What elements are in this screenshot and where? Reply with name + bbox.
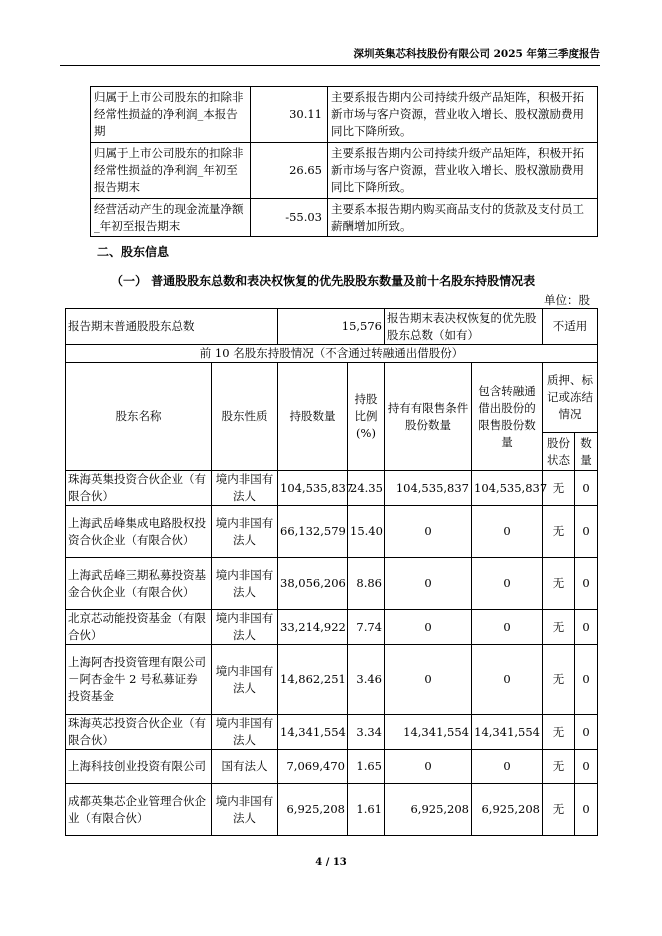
shareholder-name: 珠海英芯投资合伙企业（有限合伙） bbox=[66, 715, 212, 750]
pledge-status: 无 bbox=[543, 750, 575, 784]
pledge-qty: 0 bbox=[575, 784, 598, 836]
restricted-shares: 0 bbox=[385, 610, 472, 645]
restricted-lent-shares: 0 bbox=[472, 645, 543, 715]
pledge-qty: 0 bbox=[575, 645, 598, 715]
total-label: 报告期末普通股股东总数 bbox=[66, 309, 278, 345]
shares-held: 104,535,837 bbox=[278, 471, 348, 506]
item-cell: 归属于上市公司股东的扣除非经常性损益的净利润_年初至报告期末 bbox=[91, 143, 251, 199]
reason-cell: 主要系报告期内公司持续升级产品矩阵，积极开拓新市场与客户资源，营业收入增长、股权激励费用同比下降所致。 bbox=[328, 143, 598, 199]
shares-held: 66,132,579 bbox=[278, 506, 348, 558]
pref-label: 报告期末表决权恢复的优先股股东总数（如有） bbox=[385, 309, 543, 345]
shareholder-name: 珠海英集投资合伙企业（有限合伙） bbox=[66, 471, 212, 506]
header-restricted: 持有有限售条件股份数量 bbox=[385, 363, 472, 471]
restricted-lent-shares: 14,341,554 bbox=[472, 715, 543, 750]
pledge-qty: 0 bbox=[575, 558, 598, 610]
shareholder-name: 上海科技创业投资有限公司 bbox=[66, 750, 212, 784]
pledge-status: 无 bbox=[543, 645, 575, 715]
table-row bbox=[91, 199, 598, 237]
shareholder-nature: 境内非国有法人 bbox=[212, 506, 278, 558]
header-pledge-status: 股份状态 bbox=[543, 433, 575, 471]
unit-label: 单位：股 bbox=[544, 293, 590, 307]
value-cell: 26.65 bbox=[251, 143, 328, 199]
header-shares: 持股数量 bbox=[278, 363, 348, 471]
share-ratio: 7.74 bbox=[348, 610, 385, 645]
table-row bbox=[66, 645, 598, 715]
header-ratio: 持股比例(%) bbox=[348, 363, 385, 471]
pref-value: 不适用 bbox=[543, 309, 598, 345]
share-ratio: 1.61 bbox=[348, 784, 385, 836]
header-pledge: 质押、标记或冻结情况 bbox=[543, 363, 598, 433]
pledge-qty: 0 bbox=[575, 610, 598, 645]
pledge-qty: 0 bbox=[575, 715, 598, 750]
restricted-shares: 0 bbox=[385, 645, 472, 715]
table-row bbox=[66, 506, 598, 558]
header-name: 股东名称 bbox=[66, 363, 212, 471]
shareholder-name: 成都英集芯企业管理合伙企业（有限合伙） bbox=[66, 784, 212, 836]
shares-held: 6,925,208 bbox=[278, 784, 348, 836]
shares-held: 38,056,206 bbox=[278, 558, 348, 610]
caption-row bbox=[66, 345, 598, 363]
total-value: 15,576 bbox=[278, 309, 385, 345]
header-pledge-qty: 数量 bbox=[575, 433, 598, 471]
restricted-lent-shares: 0 bbox=[472, 750, 543, 784]
reason-cell: 主要系报告期内公司持续升级产品矩阵，积极开拓新市场与客户资源，营业收入增长、股权激励费用同比下降所致。 bbox=[328, 87, 598, 143]
value-cell: 30.11 bbox=[251, 87, 328, 143]
share-ratio: 15.40 bbox=[348, 506, 385, 558]
shares-held: 14,341,554 bbox=[278, 715, 348, 750]
header-restricted-lent: 包含转融通借出股份的限售股份数量 bbox=[472, 363, 543, 471]
share-ratio: 3.46 bbox=[348, 645, 385, 715]
pledge-qty: 0 bbox=[575, 471, 598, 506]
section-title: 二、股东信息 bbox=[97, 245, 170, 259]
table-row bbox=[91, 143, 598, 199]
pledge-status: 无 bbox=[543, 471, 575, 506]
share-ratio: 8.86 bbox=[348, 558, 385, 610]
restricted-shares: 0 bbox=[385, 506, 472, 558]
shares-held: 14,862,251 bbox=[278, 645, 348, 715]
pledge-status: 无 bbox=[543, 506, 575, 558]
restricted-shares: 0 bbox=[385, 558, 472, 610]
table-row bbox=[66, 558, 598, 610]
restricted-lent-shares: 104,535,837 bbox=[472, 471, 543, 506]
restricted-lent-shares: 0 bbox=[472, 610, 543, 645]
restricted-shares: 6,925,208 bbox=[385, 784, 472, 836]
shareholder-name: 上海武岳峰集成电路股权投资合伙企业（有限合伙） bbox=[66, 506, 212, 558]
shareholder-name: 北京芯动能投资基金（有限合伙） bbox=[66, 610, 212, 645]
shareholder-name: 上海阿杏投资管理有限公司－阿杏金牛 2 号私募证券投资基金 bbox=[66, 645, 212, 715]
table-row bbox=[66, 610, 598, 645]
shareholder-nature: 境内非国有法人 bbox=[212, 558, 278, 610]
pledge-qty: 0 bbox=[575, 506, 598, 558]
shareholder-nature: 境内非国有法人 bbox=[212, 471, 278, 506]
shareholder-nature: 境内非国有法人 bbox=[212, 610, 278, 645]
page-header: 深圳英集芯科技股份有限公司 2025 年第三季度报告 bbox=[60, 46, 600, 66]
page-number: 4 / 13 bbox=[315, 857, 347, 868]
item-cell: 经营活动产生的现金流量净额_年初至报告期末 bbox=[91, 199, 251, 237]
restricted-lent-shares: 0 bbox=[472, 506, 543, 558]
shareholder-nature: 境内非国有法人 bbox=[212, 784, 278, 836]
section-subtitle: （一） 普通股股东总数和表决权恢复的优先股股东数量及前十名股东持股情况表 bbox=[111, 274, 536, 288]
table-row bbox=[66, 784, 598, 836]
pledge-status: 无 bbox=[543, 715, 575, 750]
restricted-shares: 0 bbox=[385, 750, 472, 784]
reason-cell: 主要系本报告期内购买商品支付的货款及支付员工薪酬增加所致。 bbox=[328, 199, 598, 237]
change-reasons-table bbox=[90, 86, 598, 237]
shareholder-name: 上海武岳峰三期私募投资基金合伙企业（有限合伙） bbox=[66, 558, 212, 610]
pledge-status: 无 bbox=[543, 558, 575, 610]
shareholder-nature: 国有法人 bbox=[212, 750, 278, 784]
share-ratio: 24.35 bbox=[348, 471, 385, 506]
restricted-lent-shares: 0 bbox=[472, 558, 543, 610]
share-ratio: 1.65 bbox=[348, 750, 385, 784]
shares-held: 33,214,922 bbox=[278, 610, 348, 645]
table-row bbox=[91, 87, 598, 143]
pledge-status: 无 bbox=[543, 784, 575, 836]
table-row bbox=[66, 750, 598, 784]
table-row bbox=[66, 471, 598, 506]
restricted-lent-shares: 6,925,208 bbox=[472, 784, 543, 836]
shareholder-nature: 境内非国有法人 bbox=[212, 715, 278, 750]
item-cell: 归属于上市公司股东的扣除非经常性损益的净利润_本报告期 bbox=[91, 87, 251, 143]
value-cell: -55.03 bbox=[251, 199, 328, 237]
summary-row bbox=[66, 309, 598, 345]
pledge-status: 无 bbox=[543, 610, 575, 645]
pledge-qty: 0 bbox=[575, 750, 598, 784]
header-row bbox=[66, 363, 598, 433]
shareholders-table bbox=[65, 308, 598, 836]
table-row bbox=[66, 715, 598, 750]
header-nature: 股东性质 bbox=[212, 363, 278, 471]
restricted-shares: 104,535,837 bbox=[385, 471, 472, 506]
shares-held: 7,069,470 bbox=[278, 750, 348, 784]
top10-caption: 前 10 名股东持股情况（不含通过转融通出借股份） bbox=[66, 345, 598, 363]
shareholder-nature: 境内非国有法人 bbox=[212, 645, 278, 715]
share-ratio: 3.34 bbox=[348, 715, 385, 750]
restricted-shares: 14,341,554 bbox=[385, 715, 472, 750]
